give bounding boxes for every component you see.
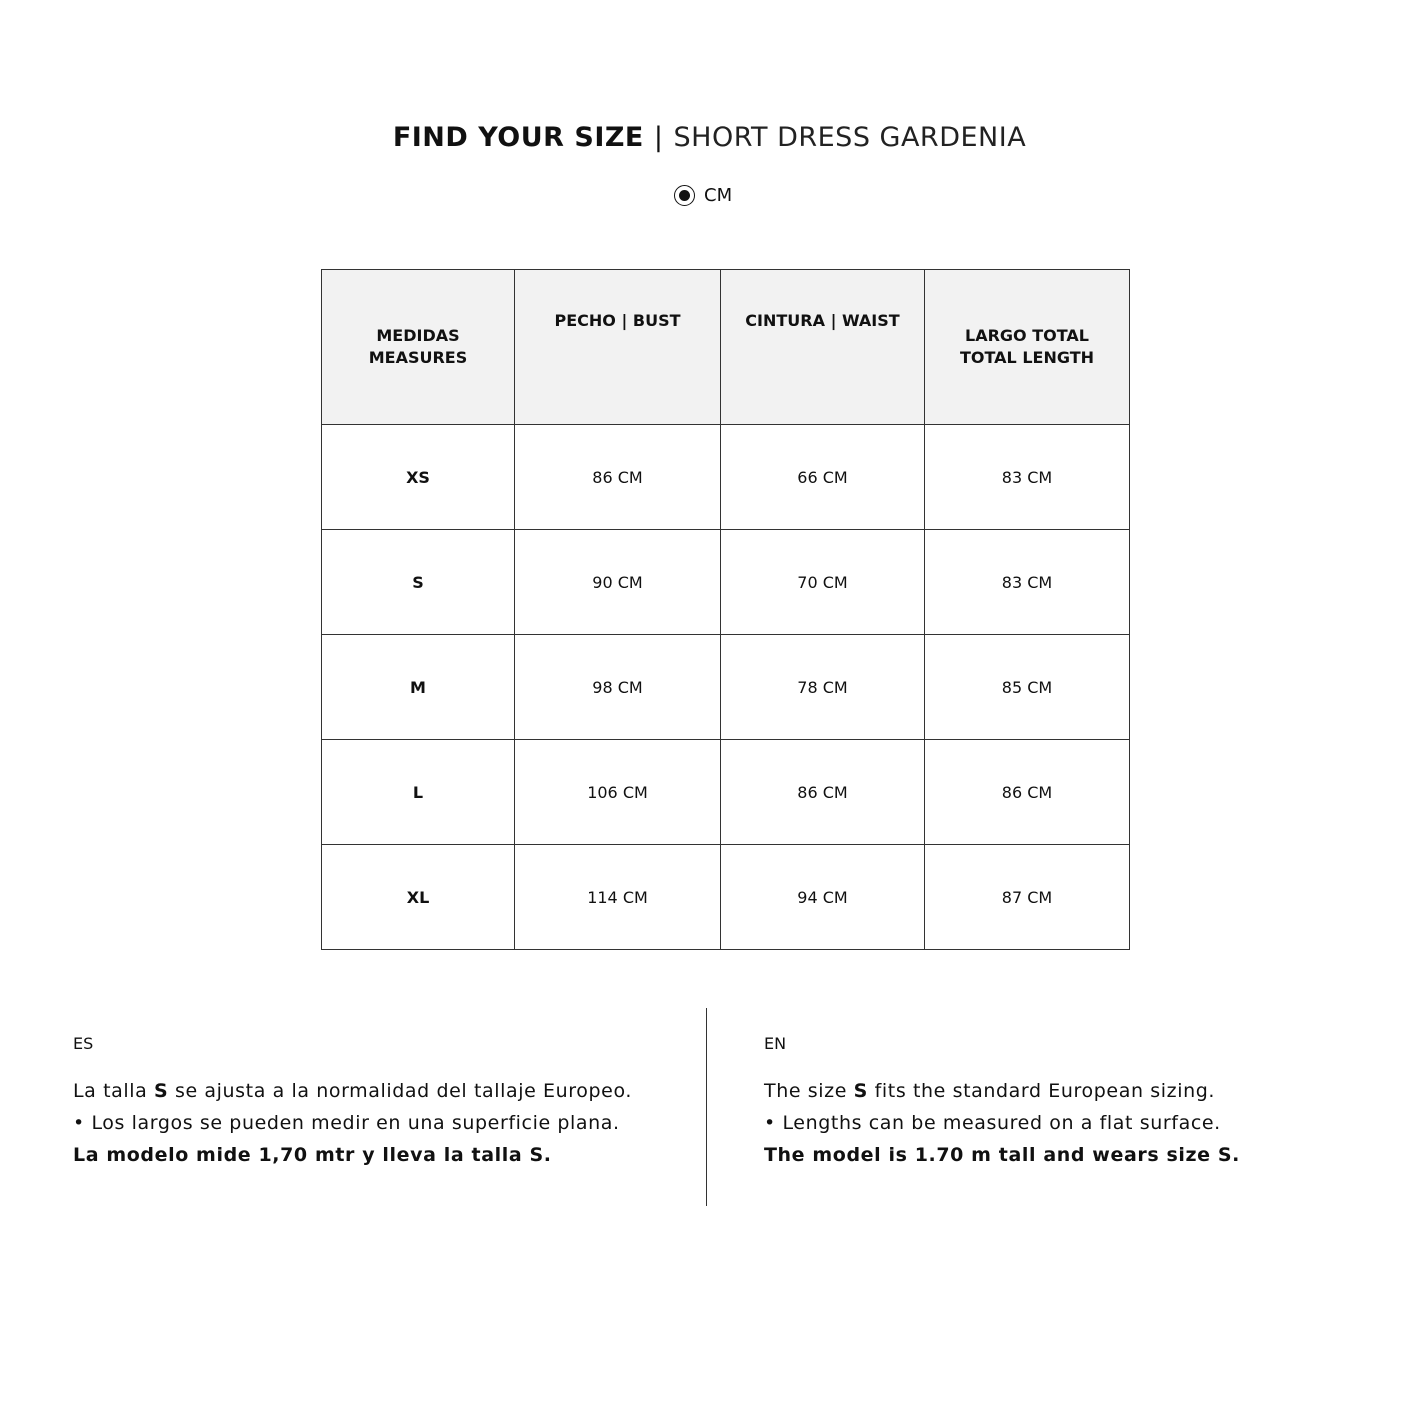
waist-value: 70 CM <box>721 530 925 635</box>
title-find-your-size: FIND YOUR SIZE <box>392 122 644 153</box>
es-line-1: La talla S se ajusta a la normalidad del tallaje Europeo. <box>73 1080 632 1102</box>
lang-label-en: EN <box>764 1034 787 1053</box>
bust-value: 114 CM <box>515 845 721 950</box>
unit-selector[interactable] <box>674 182 732 208</box>
size-chart-table <box>321 269 1130 950</box>
column-divider <box>706 1008 707 1206</box>
length-value: 87 CM <box>925 845 1130 950</box>
unit-radio-cm[interactable] <box>674 185 695 206</box>
table-row <box>322 425 1130 530</box>
radio-selected-dot <box>679 190 690 201</box>
page-title <box>0 122 1419 153</box>
notes-english <box>764 1034 1384 1171</box>
size-label: L <box>322 740 515 845</box>
unit-label-cm: CM <box>704 184 733 206</box>
header-bust: PECHO | BUST <box>515 270 721 425</box>
table-row <box>322 635 1130 740</box>
table-row <box>322 740 1130 845</box>
table-row <box>322 845 1130 950</box>
bust-value: 106 CM <box>515 740 721 845</box>
waist-value: 78 CM <box>721 635 925 740</box>
size-label: M <box>322 635 515 740</box>
table-row <box>322 530 1130 635</box>
en-line-1: The size S fits the standard European sizing. <box>764 1080 1216 1102</box>
header-waist: CINTURA | WAIST <box>721 270 925 425</box>
length-value: 83 CM <box>925 425 1130 530</box>
waist-value: 86 CM <box>721 740 925 845</box>
es-line-2: • Los largos se pueden medir en una superficie plana. <box>73 1112 620 1134</box>
size-label: S <box>322 530 515 635</box>
header-measures: MEDIDAS MEASURES <box>322 270 515 425</box>
header-total-length: LARGO TOTAL TOTAL LENGTH <box>925 270 1130 425</box>
length-value: 83 CM <box>925 530 1130 635</box>
bust-value: 98 CM <box>515 635 721 740</box>
notes-spanish <box>73 1034 683 1171</box>
length-value: 85 CM <box>925 635 1130 740</box>
en-line-3: The model is 1.70 m tall and wears size S. <box>764 1144 1240 1166</box>
bust-value: 86 CM <box>515 425 721 530</box>
lang-label-es: ES <box>73 1034 94 1053</box>
es-line-3: La modelo mide 1,70 mtr y lleva la talla S. <box>73 1144 552 1166</box>
en-line-2: • Lengths can be measured on a flat surface. <box>764 1112 1221 1134</box>
waist-value: 94 CM <box>721 845 925 950</box>
length-value: 86 CM <box>925 740 1130 845</box>
table-header-row <box>322 270 1130 425</box>
size-label: XL <box>322 845 515 950</box>
title-separator: | <box>653 122 664 153</box>
size-label: XS <box>322 425 515 530</box>
title-product-name: SHORT DRESS GARDENIA <box>673 122 1027 153</box>
bust-value: 90 CM <box>515 530 721 635</box>
waist-value: 66 CM <box>721 425 925 530</box>
